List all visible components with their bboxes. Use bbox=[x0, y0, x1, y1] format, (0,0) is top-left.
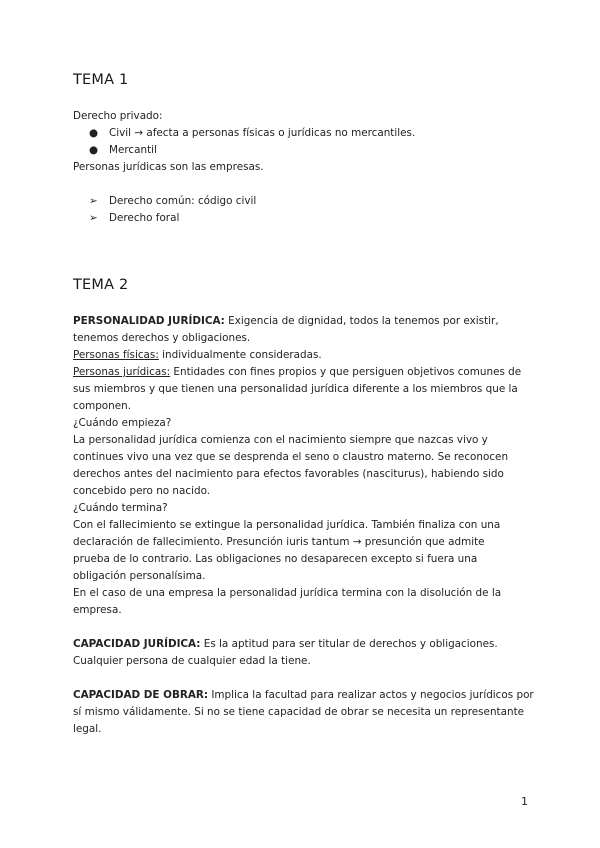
empieza-line-2: continues vivo una vez que se desprenda el seno o claustro materno. Se reconocen bbox=[73, 451, 509, 463]
list-item-text: Derecho común: código civil bbox=[109, 195, 257, 207]
juridicas-label: Personas jurídicas: bbox=[73, 366, 171, 378]
capacidad-obrar-label: CAPACIDAD DE OBRAR: bbox=[73, 689, 209, 701]
empieza-question: ¿Cuándo empieza? bbox=[73, 417, 172, 429]
capacidad-obrar-line-2: sí mismo válidamente. Si no se tiene capacidad de obrar se necesita un representante bbox=[73, 706, 525, 718]
tema1-title: TEMA 1 bbox=[73, 72, 129, 88]
juridicas-text: Entidades con fines propios y que persiguen objetivos comunes de bbox=[170, 366, 522, 378]
personalidad-label: PERSONALIDAD JURÍDICA: bbox=[73, 315, 225, 327]
termina-question: ¿Cuándo termina? bbox=[73, 502, 168, 514]
fisicas-text: individualmente consideradas. bbox=[158, 349, 322, 361]
document-content bbox=[73, 70, 533, 738]
fisicas-label: Personas físicas: bbox=[73, 349, 159, 361]
bullet-icon: ● bbox=[89, 127, 99, 139]
tema1-bullet-list bbox=[73, 125, 533, 159]
termina-line-5: En el caso de una empresa la personalidad jurídica termina con la disolución de la bbox=[73, 587, 502, 599]
list-item-text: Civil → afecta a personas físicas o jurídicas no mercantiles. bbox=[109, 127, 416, 139]
capacidad-juridica-label: CAPACIDAD JURÍDICA: bbox=[73, 638, 201, 650]
tema2-title: TEMA 2 bbox=[73, 277, 129, 293]
capacidad-obrar-line-1 bbox=[73, 687, 533, 704]
page-number: 1 bbox=[521, 795, 528, 808]
personalidad-line-2: tenemos derechos y obligaciones. bbox=[73, 332, 251, 344]
list-item-text: Derecho foral bbox=[109, 212, 180, 224]
list-item-text: Mercantil bbox=[109, 144, 157, 156]
tema1-note: Personas jurídicas son las empresas. bbox=[73, 161, 264, 173]
juridicas-line-3: componen. bbox=[73, 400, 132, 412]
list-item bbox=[73, 125, 533, 142]
termina-line-4: obligación personalísima. bbox=[73, 570, 206, 582]
termina-line-6: empresa. bbox=[73, 604, 122, 616]
arrow-bullet-icon: ➢ bbox=[89, 212, 98, 224]
list-item bbox=[73, 210, 533, 227]
empieza-line-1: La personalidad jurídica comienza con el nacimiento siempre que nazcas vivo y bbox=[73, 434, 488, 446]
personalidad-line-1 bbox=[73, 313, 533, 330]
fisicas-line bbox=[73, 347, 533, 364]
termina-line-1: Con el fallecimiento se extingue la personalidad jurídica. También finaliza con una bbox=[73, 519, 501, 531]
tema1-arrow-list bbox=[73, 193, 533, 227]
bullet-icon: ● bbox=[89, 144, 99, 156]
empieza-line-4: concebido pero no nacido. bbox=[73, 485, 211, 497]
juridicas-line-2: sus miembros y que tienen una personalidad jurídica diferente a los miembros que la bbox=[73, 383, 518, 395]
termina-line-2: declaración de fallecimiento. Presunción iuris tantum → presunción que admite bbox=[73, 536, 485, 548]
capacidad-obrar-line-3: legal. bbox=[73, 723, 102, 735]
juridicas-line-1 bbox=[73, 364, 533, 381]
personalidad-text: Exigencia de dignidad, todos la tenemos por existir, bbox=[224, 315, 499, 327]
capacidad-juridica-line-2: Cualquier persona de cualquier edad la tiene. bbox=[73, 655, 311, 667]
list-item bbox=[73, 193, 533, 210]
list-item bbox=[73, 142, 533, 159]
arrow-bullet-icon: ➢ bbox=[89, 195, 98, 207]
tema1-intro: Derecho privado: bbox=[73, 110, 163, 122]
capacidad-juridica-line-1 bbox=[73, 636, 533, 653]
empieza-line-3: derechos antes del nacimiento para efectos favorables (nasciturus), habiendo sido bbox=[73, 468, 504, 480]
capacidad-juridica-text: Es la aptitud para ser titular de derechos y obligaciones. bbox=[200, 638, 498, 650]
capacidad-obrar-text: Implica la facultad para realizar actos y negocios jurídicos por bbox=[208, 689, 534, 701]
termina-line-3: prueba de lo contrario. Las obligaciones no desaparecen excepto si fuera una bbox=[73, 553, 478, 565]
